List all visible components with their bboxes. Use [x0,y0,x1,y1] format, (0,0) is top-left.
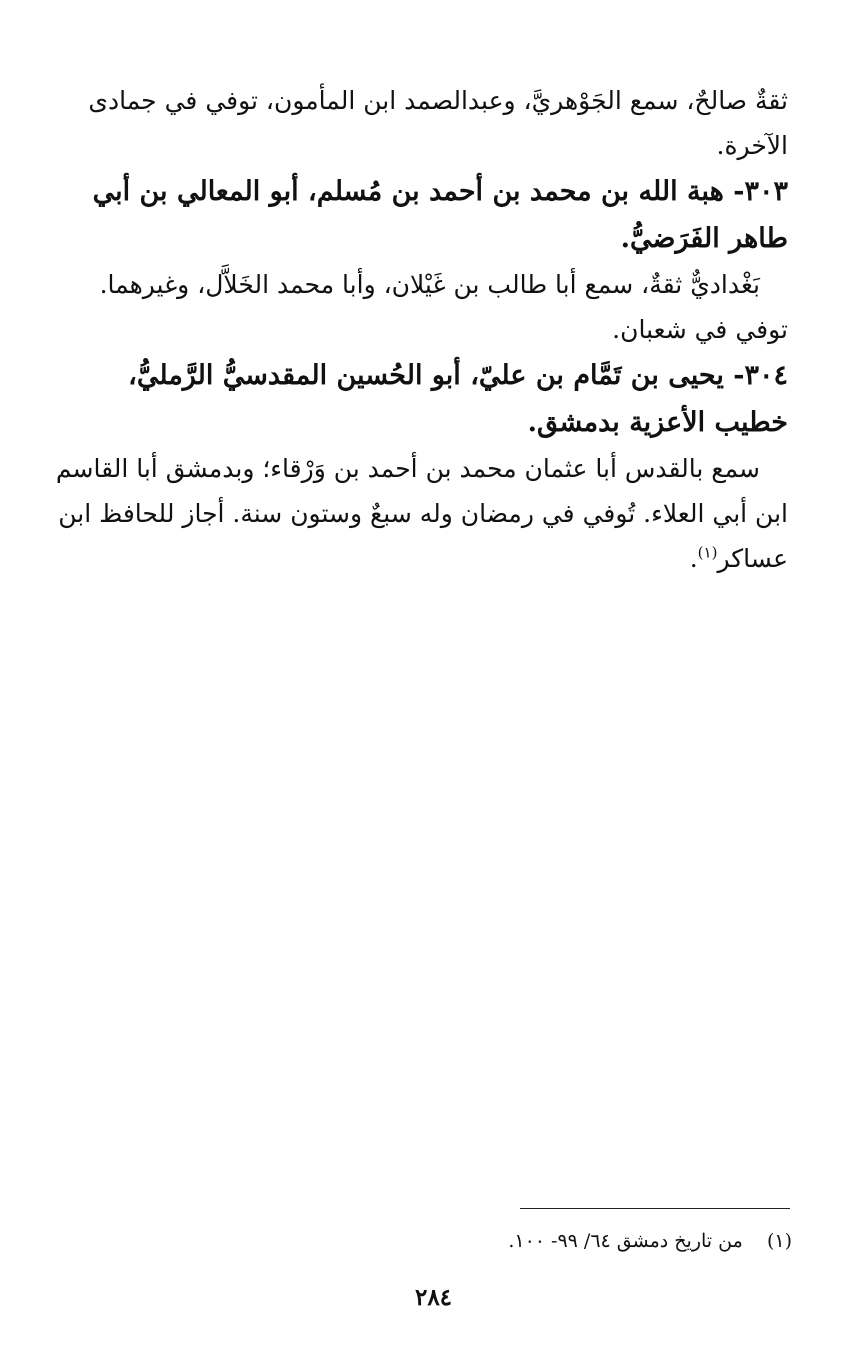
line: ٣٠٣- هبة الله بن محمد بن أحمد بن مُسلم، أبو المعالي بن أبي [92,176,788,207]
paragraph-303 [40,262,788,352]
line: خطيب الأعزية بدمشق. [527,407,788,438]
line: سمع بالقدس أبا عثمان محمد بن أحمد بن وَرْقاء؛ وبدمشق أبا القاسم [55,454,760,483]
footnote-divider [520,1208,790,1209]
line: عساكر [717,544,788,573]
line: توفي في شعبان. [612,315,788,344]
page-number: ٢٨٤ [414,1284,453,1311]
paragraph-304 [40,446,788,581]
line: ابن أبي العلاء. تُوفي في رمضان وله سبعٌ وستون سنة. أجاز للحافظ ابن [58,499,788,528]
footnote [200,1224,792,1258]
line: طاهر الفَرَضيُّ. [620,223,788,254]
line-end: . [689,544,698,573]
entry-heading-304 [40,352,788,446]
footnote-marker: (١) [766,1230,792,1252]
line: ثقةٌ صالحٌ، سمع الجَوْهريَّ، وعبدالصمد ابن المأمون، توفي في جمادى [88,86,788,115]
entry-heading-303 [40,168,788,262]
paragraph-continuation [40,78,788,168]
main-text [40,78,788,581]
footnote-text: من تاريخ دمشق ٦٤/ ٩٩- ١٠٠. [508,1230,743,1252]
footnote-reference[interactable]: (١) [697,543,718,562]
line: ٣٠٤- يحيى بن تَمَّام بن عليّ، أبو الحُسين المقدسيُّ الرَّمليُّ، [128,360,788,391]
line: الآخرة. [716,131,788,160]
line: بَغْداديٌّ ثقةٌ، سمع أبا طالب بن غَيْلان، وأبا محمد الخَلاَّل، وغيرهما. [99,270,760,299]
